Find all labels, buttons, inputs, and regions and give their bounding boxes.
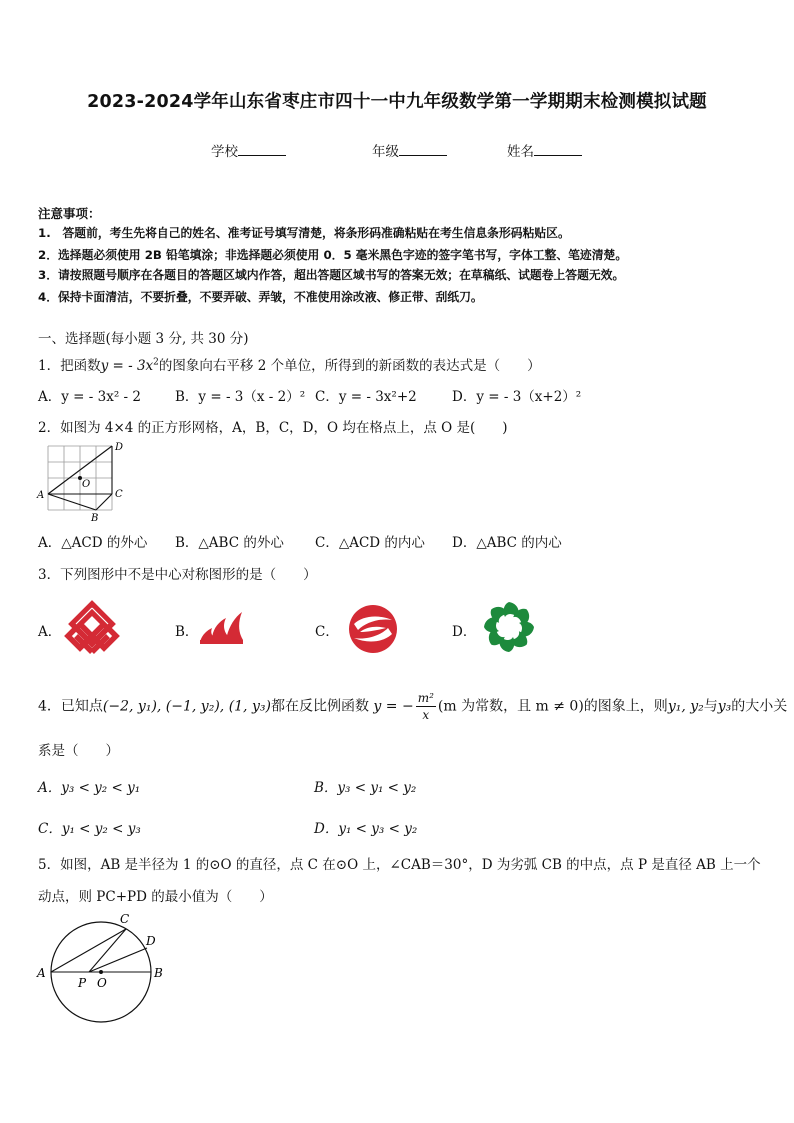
fraction-denominator: x (422, 708, 430, 722)
question-4: 4．已知点(−2, y₁), (−1, y₂), (1, y₃)都在反比例函数 y = − $\frac{\text{m²}}{x}$ (m 为常数，且 m ≠ 0)的图象上，则y₁, y₂与y₃的大小关 (38, 691, 788, 722)
label-c: C (115, 489, 123, 500)
q1-option-d: D．y = - 3（x+2）² (452, 389, 582, 405)
label-d: D (146, 934, 156, 948)
grade-field: 年级 (372, 140, 447, 160)
q1-option-c: C．y = - 3x²+2 (315, 389, 417, 405)
question-3: 3．下列图形中不是中心对称图形的是（ ） (38, 567, 317, 583)
label-a: A (37, 490, 45, 501)
fraction-numerator: m² (417, 691, 434, 705)
notice-item: 1. 答题前，考生先将自己的姓名、准考证号填写清楚，将条形码准确粘贴在考生信息条形码粘贴区。 (38, 226, 570, 240)
q1-option-a: A．y = - 3x² - 2 (38, 389, 141, 405)
question-2: 2．如图为 4×4 的正方形网格，A，B，C，D，O 均在格点上，点 O 是( ) (38, 420, 508, 436)
section-heading: 一、选择题(每小题 3 分, 共 30 分) (38, 331, 249, 347)
flower-ring-logo-icon (482, 600, 536, 654)
q4-option-a: A．y₃ < y₂ < y₁ (38, 780, 141, 796)
label-c: C (120, 912, 130, 926)
q2-option-c: C．△ACD 的内心 (315, 535, 425, 551)
q5-circle-figure (34, 908, 174, 1028)
label-o: O (97, 976, 107, 990)
label-b: B (91, 513, 99, 524)
q3-option-d: D． (452, 624, 477, 640)
q2-option-a: A．△ACD 的外心 (38, 535, 148, 551)
question-5: 5．如图，AB 是半径为 1 的⊙O 的直径，点 C 在⊙O 上，∠CAB＝30°，D 为劣弧 CB 的中点，点 P 是直径 AB 上一个 (38, 857, 761, 873)
swirl-logo-icon (346, 602, 400, 656)
notice-item: 2．选择题必须使用 2B 铅笔填涂；非选择题必须使用 0．5 毫米黑色字迹的签字笔书写，字体工整、笔迹清楚。 (38, 248, 628, 262)
school-field: 学校 (211, 140, 286, 160)
name-field: 姓名 (507, 140, 582, 160)
q1-option-b: B．y = - 3（x - 2）² (175, 389, 306, 405)
q3-option-b: B． (175, 624, 199, 640)
q2-option-b: B．△ABC 的外心 (175, 535, 284, 551)
q2-option-d: D．△ABC 的内心 (452, 535, 562, 551)
question-4-cont: 系是（ ） (38, 743, 119, 759)
knot-logo-icon (62, 598, 122, 658)
flame-logo-icon (198, 606, 244, 646)
label-d: D (115, 442, 124, 453)
notice-heading: 注意事项： (38, 206, 101, 221)
page-title: 2023-2024学年山东省枣庄市四十一中九年级数学第一学期期末检测模拟试题 (87, 92, 707, 112)
label-b: B (154, 966, 163, 980)
q4-option-b: B．y₃ < y₁ < y₂ (314, 780, 417, 796)
label-a: A (37, 966, 46, 980)
notice-item: 4．保持卡面清洁，不要折叠，不要弄破、弄皱，不准使用涂改液、修正带、刮纸刀。 (38, 290, 483, 304)
q4-option-c: C．y₁ < y₂ < y₃ (38, 821, 141, 837)
q4-option-d: D．y₁ < y₃ < y₂ (314, 821, 418, 837)
q3-option-c: C． (315, 624, 339, 640)
notice-item: 3．请按照题号顺序在各题目的答题区域内作答，超出答题区域书写的答案无效；在草稿纸、试题卷上答题无效。 (38, 268, 625, 282)
q3-option-a: A． (38, 624, 62, 640)
question-5-cont: 动点，则 PC+PD 的最小值为（ ） (38, 889, 273, 905)
label-p: P (78, 976, 87, 990)
q2-grid-figure (36, 440, 136, 524)
question-1: 1．把函数y = - $3x^2$的图象向右平移 2 个单位，所得到的新函数的表达式是（ ） (38, 357, 541, 374)
label-o: O (82, 479, 91, 490)
